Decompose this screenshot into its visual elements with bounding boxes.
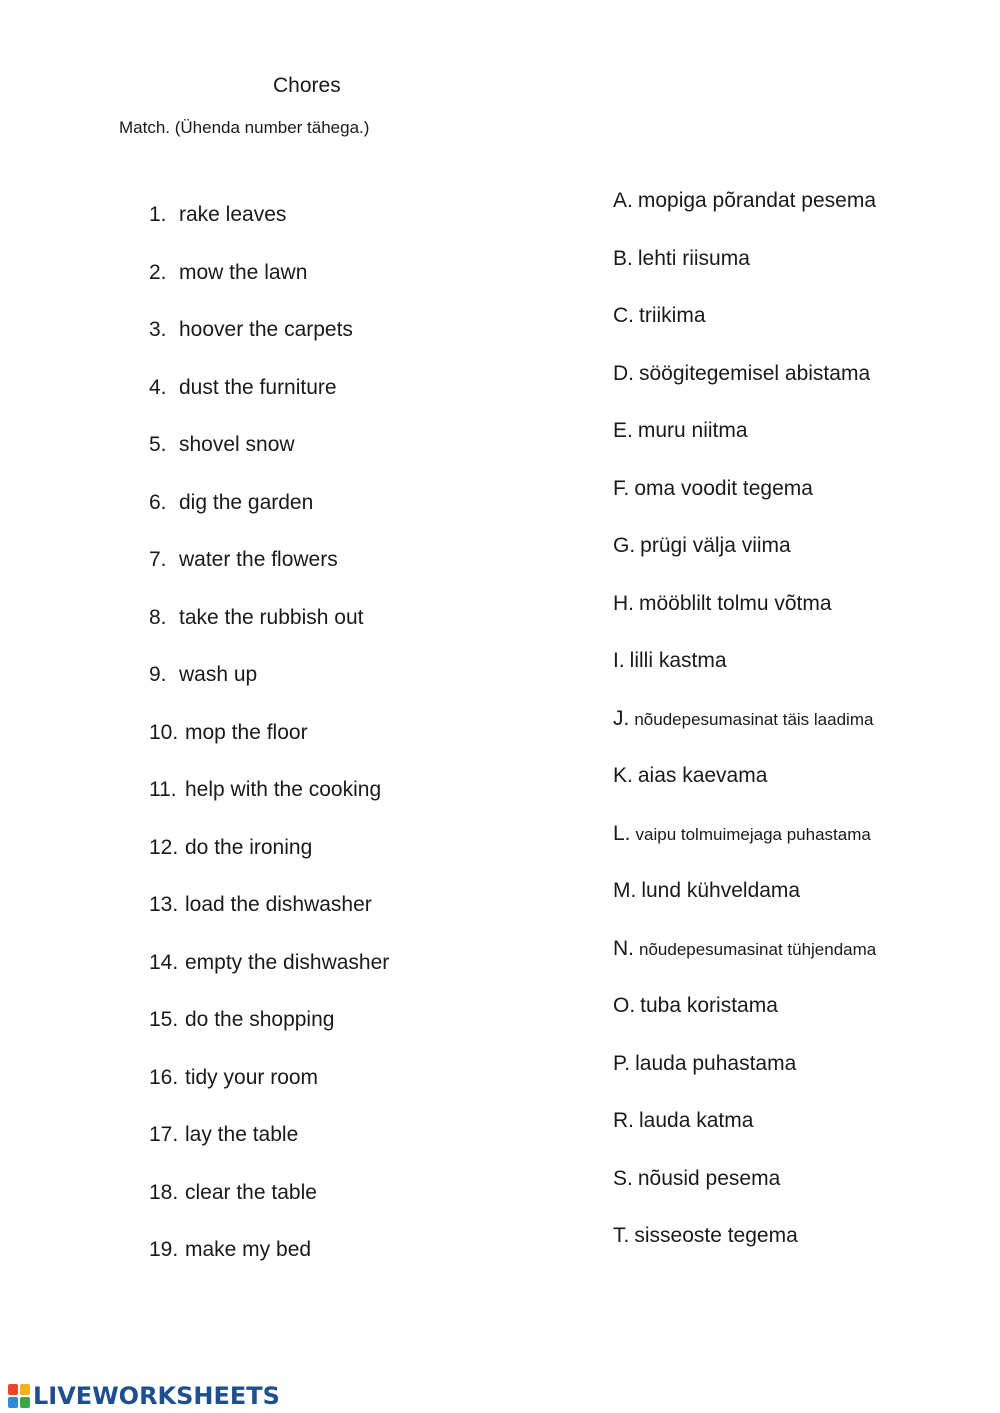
item-text: rake leaves	[179, 203, 287, 226]
item-text: load the dishwasher	[185, 893, 372, 916]
list-item	[613, 992, 876, 1050]
item-text: lund kühveldama	[641, 879, 801, 902]
item-text: take the rubbish out	[179, 605, 364, 629]
item-number: 10.	[149, 720, 179, 744]
list-item	[613, 1222, 876, 1280]
list-item	[613, 647, 876, 705]
item-letter: G.	[613, 534, 636, 557]
item-letter: A.	[613, 189, 633, 212]
list-item	[613, 532, 876, 590]
list-item	[613, 762, 876, 820]
item-letter: E.	[613, 419, 633, 442]
list-item	[149, 201, 389, 259]
item-letter: H.	[613, 591, 634, 615]
item-text: water the flowers	[179, 548, 338, 571]
item-number: 3.	[149, 318, 167, 341]
item-number: 2.	[149, 260, 167, 284]
item-text: mopiga põrandat pesema	[637, 189, 877, 212]
list-item	[149, 1236, 389, 1294]
item-text: do the ironing	[185, 835, 313, 859]
item-number: 15.	[149, 1008, 179, 1031]
item-text: wash up	[179, 663, 258, 686]
estonian-translations-list	[613, 187, 876, 1280]
list-item	[149, 661, 389, 719]
list-item	[613, 820, 876, 878]
item-letter: B.	[613, 246, 633, 270]
item-text: vaipu tolmuimejaga puhastama	[635, 824, 871, 844]
list-item	[613, 417, 876, 475]
item-text: prügi välja viima	[640, 534, 791, 557]
item-text: clear the table	[185, 1180, 317, 1204]
item-letter: D.	[613, 361, 634, 385]
list-item	[613, 245, 876, 303]
item-text: sisseoste tegema	[634, 1224, 798, 1247]
list-item	[613, 360, 876, 418]
list-item	[149, 719, 389, 777]
item-number: 8.	[149, 605, 167, 629]
item-text: hoover the carpets	[179, 318, 353, 341]
item-number: 13.	[149, 893, 179, 916]
item-text: nõusid pesema	[637, 1166, 781, 1190]
item-text: help with the cooking	[185, 778, 382, 801]
item-text: tuba koristama	[640, 994, 778, 1017]
list-item	[149, 834, 389, 892]
item-letter: P.	[613, 1051, 631, 1075]
list-item	[613, 705, 876, 763]
list-item	[613, 590, 876, 648]
liveworksheets-logo[interactable]	[8, 1382, 280, 1410]
item-number: 16.	[149, 1065, 179, 1089]
item-number: 11.	[149, 778, 177, 801]
item-text: dig the garden	[179, 490, 314, 514]
item-letter: K.	[613, 764, 633, 787]
list-item	[149, 546, 389, 604]
item-letter: N.	[613, 936, 634, 960]
english-chores-list	[149, 201, 389, 1294]
item-text: muru niitma	[637, 419, 748, 442]
item-letter: L.	[613, 821, 631, 845]
list-item	[149, 776, 389, 834]
list-item	[149, 431, 389, 489]
item-text: oma voodit tegema	[634, 476, 813, 500]
item-letter: C.	[613, 304, 634, 327]
item-text: lauda puhastama	[635, 1051, 797, 1075]
list-item	[613, 475, 876, 533]
list-item	[149, 316, 389, 374]
item-number: 1.	[149, 203, 167, 226]
list-item	[149, 891, 389, 949]
item-letter: O.	[613, 994, 636, 1017]
item-text: lauda katma	[639, 1109, 754, 1132]
item-text: söögitegemisel abistama	[639, 361, 871, 385]
list-item	[149, 1064, 389, 1122]
item-text: lay the table	[185, 1123, 299, 1146]
item-text: empty the dishwasher	[185, 950, 390, 974]
item-text: aias kaevama	[637, 764, 768, 787]
liveworksheets-logo-icon	[8, 1384, 30, 1408]
item-number: 6.	[149, 490, 167, 514]
list-item	[613, 187, 876, 245]
item-number: 12.	[149, 835, 179, 859]
item-number: 18.	[149, 1180, 179, 1204]
item-letter: J.	[613, 706, 630, 730]
list-item	[149, 1006, 389, 1064]
list-item	[613, 1107, 876, 1165]
instruction-text: Match. (Ühenda number tähega.)	[119, 118, 370, 137]
item-number: 9.	[149, 663, 167, 686]
item-number: 19.	[149, 1238, 179, 1261]
item-text: mop the floor	[185, 720, 308, 744]
item-text: lehti riisuma	[637, 246, 750, 270]
item-text: dust the furniture	[179, 375, 337, 399]
item-number: 14.	[149, 950, 179, 974]
item-number: 17.	[149, 1123, 179, 1146]
item-number: 5.	[149, 433, 167, 456]
item-letter: I.	[613, 649, 625, 672]
page-title: Chores	[273, 74, 341, 97]
list-item	[613, 877, 876, 935]
logo-text: LIVEWORKSHEETS	[33, 1382, 280, 1410]
item-number: 4.	[149, 375, 167, 399]
item-text: mow the lawn	[179, 260, 308, 284]
list-item	[149, 259, 389, 317]
list-item	[149, 1179, 389, 1237]
item-letter: T.	[613, 1224, 630, 1247]
list-item	[613, 302, 876, 360]
item-text: make my bed	[185, 1238, 312, 1261]
list-item	[613, 1050, 876, 1108]
item-text: mööblilt tolmu võtma	[639, 591, 832, 615]
list-item	[613, 1165, 876, 1223]
list-item	[149, 1121, 389, 1179]
list-item	[149, 374, 389, 432]
item-letter: S.	[613, 1166, 633, 1190]
item-text: lilli kastma	[629, 649, 727, 672]
list-item	[149, 949, 389, 1007]
list-item	[613, 935, 876, 993]
item-letter: R.	[613, 1109, 634, 1132]
item-text: nõudepesumasinat täis laadima	[634, 709, 874, 729]
item-text: triikima	[639, 304, 706, 327]
item-text: nõudepesumasinat tühjendama	[639, 939, 877, 959]
item-text: do the shopping	[185, 1008, 335, 1031]
item-text: shovel snow	[179, 433, 295, 456]
list-item	[149, 489, 389, 547]
item-letter: F.	[613, 476, 630, 500]
item-text: tidy your room	[185, 1065, 319, 1089]
item-letter: M.	[613, 879, 637, 902]
list-item	[149, 604, 389, 662]
item-number: 7.	[149, 548, 167, 571]
